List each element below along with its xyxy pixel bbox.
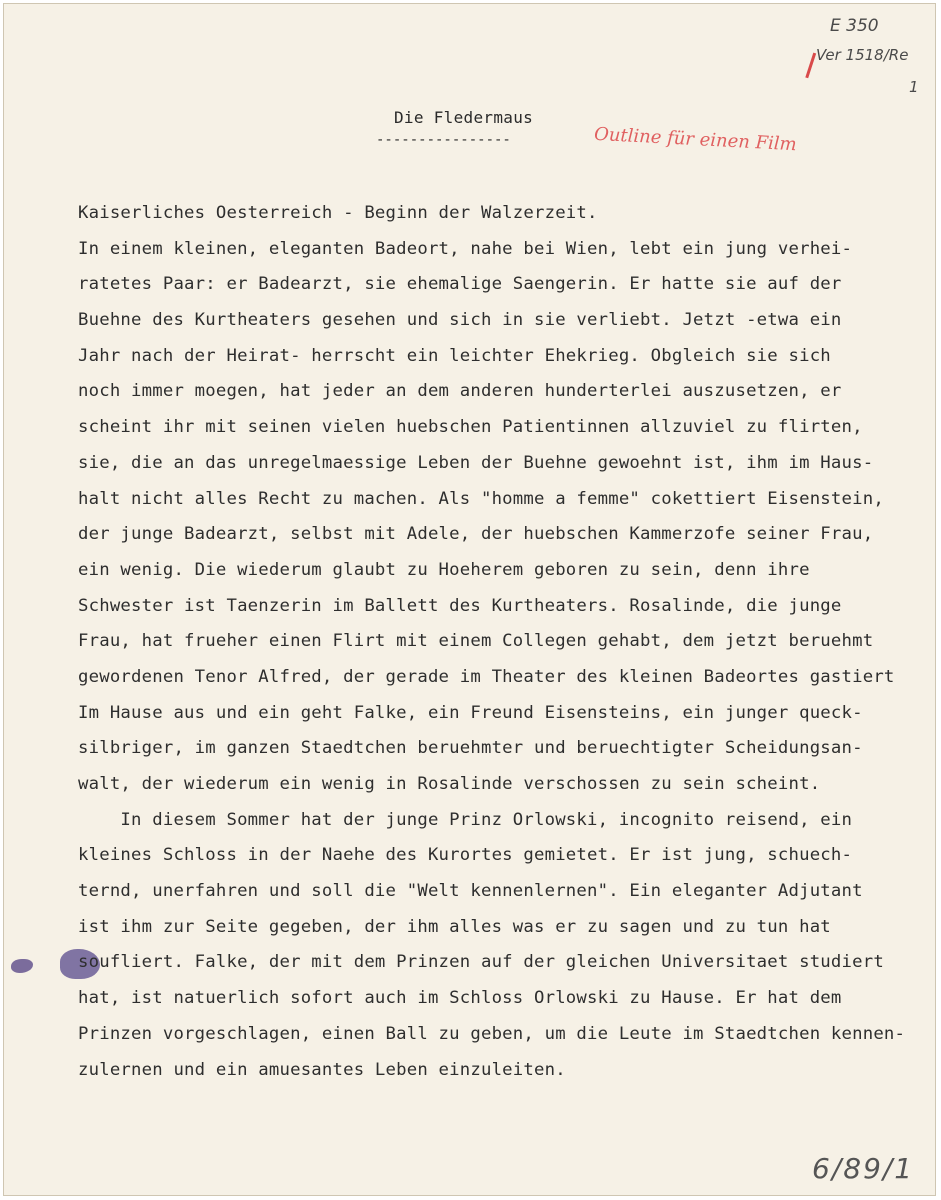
- text-line: ternd, unerfahren und soll die "Welt kennenlernen". Ein eleganter Adjutant: [78, 881, 863, 902]
- text-line: Jahr nach der Heirat- herrscht ein leichter Ehekrieg. Obgleich sie sich: [78, 345, 831, 366]
- archive-reference-code: E 350: [830, 16, 879, 36]
- text-line: zulernen und ein amuesantes Leben einzuleiten.: [78, 1059, 566, 1080]
- text-line: sie, die an das unregelmaessige Leben der Buehne gewoehnt ist, ihm im Haus-: [78, 452, 874, 473]
- text-line: hat, ist natuerlich sofort auch im Schloss Orlowski zu Hause. Er hat dem: [78, 988, 842, 1009]
- text-line: scheint ihr mit seinen vielen huebschen Patientinnen allzuviel zu flirten,: [78, 417, 863, 438]
- text-line: ein wenig. Die wiederum glaubt zu Hoeherem geboren zu sein, denn ihre: [78, 559, 810, 580]
- text-line: Frau, hat frueher einen Flirt mit einem Collegen gehabt, dem jetzt beruehmt: [78, 631, 874, 652]
- ink-blot-stain: [11, 959, 33, 973]
- title-underline: ----------------: [376, 132, 511, 148]
- text-line: In einem kleinen, eleganten Badeort, nahe bei Wien, lebt ein jung verhei-: [78, 238, 853, 259]
- text-line: walt, der wiederum ein wenig in Rosalinde verschossen zu sein scheint.: [78, 774, 821, 794]
- text-line: Im Hause aus und ein geht Falke, ein Freund Eisensteins, ein junger queck-: [78, 702, 863, 723]
- archive-record-number: Ver 1518/Re: [816, 46, 909, 64]
- text-line: der junge Badearzt, selbst mit Adele, der huebschen Kammerzofe seiner Frau,: [78, 524, 874, 545]
- document-page: [3, 3, 936, 1196]
- text-line: ist ihm zur Seite gegeben, der ihm alles was er zu sagen und zu tun hat: [78, 916, 831, 937]
- typewritten-body: [78, 196, 918, 1088]
- text-line: Buehne des Kurtheaters gesehen und sich in sie verliebt. Jetzt -etwa ein: [78, 310, 842, 331]
- text-line: soufliert. Falke, der mit dem Prinzen auf der gleichen Universitaet studiert: [78, 952, 884, 973]
- text-line: Prinzen vorgeschlagen, einen Ball zu geben, um die Leute im Staedtchen kennen-: [78, 1023, 906, 1044]
- archive-sheet-number: 1: [909, 78, 919, 96]
- text-line: noch immer moegen, hat jeder an dem anderen hunderterlei auszusetzen, er: [78, 381, 842, 402]
- text-line: silbriger, im ganzen Staedtchen beruehmter und beruechtigter Scheidungsan-: [78, 738, 863, 759]
- text-line: gewordenen Tenor Alfred, der gerade im Theater des kleinen Badeortes gastiert: [78, 666, 895, 687]
- text-line: Schwester ist Taenzerin im Ballett des Kurtheaters. Rosalinde, die junge: [78, 595, 842, 616]
- archive-folio-number: 6/89/1: [812, 1152, 915, 1185]
- text-line: halt nicht alles Recht zu machen. Als "homme a femme" cokettiert Eisenstein,: [78, 488, 884, 509]
- text-line: Kaiserliches Oesterreich - Beginn der Walzerzeit.: [78, 203, 598, 223]
- handwritten-note: Outline für einen Film: [593, 123, 798, 156]
- text-line: ratetes Paar: er Badearzt, sie ehemalige Saengerin. Er hatte sie auf der: [78, 274, 842, 295]
- text-line: In diesem Sommer hat der junge Prinz Orlowski, incognito reisend, ein: [78, 809, 853, 830]
- document-title: Die Fledermaus: [394, 108, 534, 127]
- text-line: kleines Schloss in der Naehe des Kurortes gemietet. Er ist jung, schuech-: [78, 845, 853, 866]
